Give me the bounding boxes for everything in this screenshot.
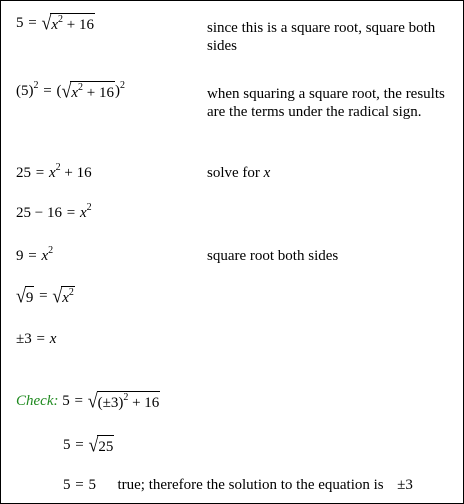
equation-subtract: $25 - 16 = x^2$ xyxy=(16,202,92,221)
note-solve-for-x: solve for x xyxy=(207,165,271,181)
radical: $√x^2 + 16$ xyxy=(41,12,94,34)
check-final-note: true; therefore the solution to the equation is xyxy=(117,477,384,493)
radical: $√(\pm 3)^2 + 16$ xyxy=(87,390,160,412)
note-square-root-both-sides: square root both sides xyxy=(207,248,339,264)
radical: √9 xyxy=(16,285,34,307)
radical: $√x^2 + 16$ xyxy=(61,80,114,102)
equation-solution: ±3 = x xyxy=(16,331,57,347)
note-squaring-root: when squaring a square root, the results are the terms under the radical sign. xyxy=(207,86,445,120)
equation-root-both: $√9 = √x^2$ xyxy=(16,285,74,307)
equation-squared: $(5)^2 = (√x^2 + 16)^2$ xyxy=(16,79,125,102)
equation-nine: $9 = x^2$ xyxy=(16,245,54,264)
note-square-both-sides: since this is a square root, square both sides xyxy=(207,20,436,54)
radical: √25 xyxy=(88,434,114,456)
check-final-value: ±3 xyxy=(397,477,413,493)
check-step-root: 5 = √25 xyxy=(63,434,114,456)
radical: $√x^2$ xyxy=(52,285,74,307)
check-label: Check: xyxy=(16,392,59,409)
equation-simplified: $25 = x^2 + 16$ xyxy=(16,162,92,181)
equation-original: $5 = √x^2 + 16$ xyxy=(16,12,94,34)
check-final: 5 = 5 true; therefore the solution to the equation is ±3 xyxy=(63,477,413,493)
check-equation: Check: $5 = √(\pm 3)^2 + 16$ xyxy=(16,390,160,412)
